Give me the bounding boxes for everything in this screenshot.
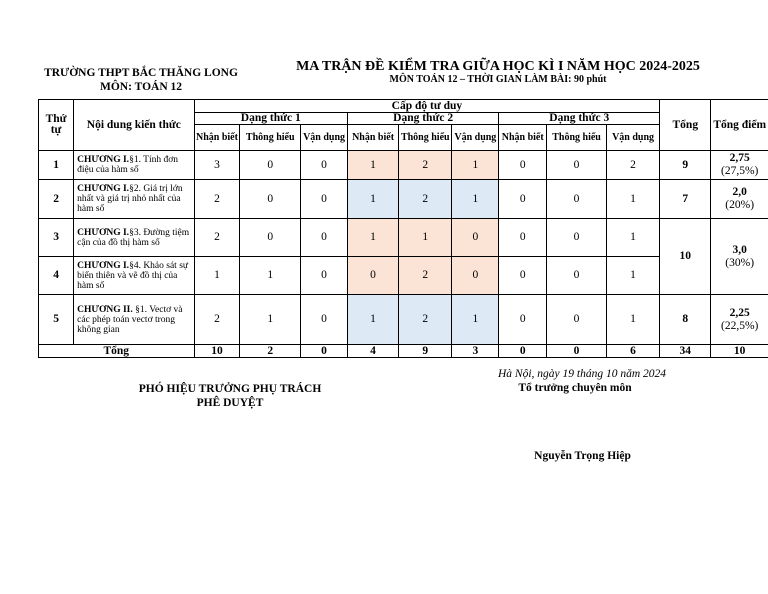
sub-header-nhan-biet: Nhận biết [194,125,240,151]
cell-value: 0 [301,151,348,180]
sum-value: 0 [547,345,607,358]
cell-value: 1 [606,180,659,219]
totals-label: Tổng [39,345,195,358]
cell-value: 0 [301,295,348,345]
cell-value: 1 [606,219,659,257]
topic-label: §1. Tính đơn điệu của hàm số [77,155,178,175]
row-score [711,219,768,295]
cell-value: 1 [399,219,452,257]
sub-header-van-dung: Vận dụng [301,125,348,151]
row-content [74,295,194,345]
cell-value: 3 [194,151,240,180]
cell-value: 1 [347,180,398,219]
topic-label: §3. Đường tiệm cận của đồ thị hàm số [77,227,190,248]
sub-header-nhan-biet: Nhận biết [499,125,547,151]
cell-value: 0 [499,180,547,219]
col-header-stt: Thứ tự [39,100,74,151]
cell-value: 0 [347,257,398,295]
cell-value: 1 [606,257,659,295]
cell-value: 1 [240,257,301,295]
row-stt: 1 [39,151,74,180]
chapter-label: CHƯƠNG I. [77,260,130,271]
sub-header-van-dung: Vận dụng [452,125,499,151]
row-stt: 4 [39,257,74,295]
sub-header-thong-hieu: Thông hiểu [240,125,301,151]
sub-header-nhan-biet: Nhận biết [347,125,398,151]
cell-value: 2 [194,295,240,345]
table-row [39,257,768,295]
cell-value: 1 [452,180,499,219]
table-row [39,180,768,219]
cell-value: 1 [452,295,499,345]
score-value: 2,25 [729,306,750,319]
cell-value: 0 [240,180,301,219]
cell-value: 0 [240,151,301,180]
chapter-label: CHƯƠNG II. [77,304,133,315]
score-value: 2,0 [732,186,747,198]
row-content [74,180,194,219]
vice-principal-title: PHÓ HIỆU TRƯỞNG PHỤ TRÁCH [138,383,322,395]
score-value: 3,0 [732,243,747,256]
cell-value: 0 [547,219,607,257]
row-content [74,151,194,180]
cell-value: 2 [194,180,240,219]
cell-value: 0 [499,219,547,257]
cell-value: 2 [399,151,452,180]
cell-value: 0 [499,257,547,295]
cell-value: 0 [547,257,607,295]
cell-value: 2 [606,151,659,180]
cell-value: 0 [301,180,348,219]
col-header-level: Cấp độ tư duy [194,100,660,113]
exam-matrix-table [38,99,768,358]
row-total: 10 [660,219,711,295]
score-value: 2,75 [729,152,750,164]
row-content [74,257,194,295]
row-content [74,219,194,257]
topic-label: §1. Vectơ và các phép toán vectơ trong không gian [77,304,183,335]
group-header-2: Dạng thức 2 [347,113,498,125]
row-score [711,295,768,345]
cell-value: 0 [240,219,301,257]
cell-value: 1 [240,295,301,345]
score-percent: (20%) [725,199,755,211]
col-header-content: Nội dung kiến thức [74,100,194,151]
vice-principal-signature-block [120,382,340,410]
row-total: 9 [660,151,711,180]
cell-value: 2 [194,219,240,257]
sum-value: 10 [194,345,240,358]
cell-value: 1 [194,257,240,295]
sum-value: 34 [660,345,711,358]
cell-value: 1 [606,295,659,345]
head-of-department-name: Nguyễn Trọng Hiệp [534,450,631,462]
cell-value: 1 [347,219,398,257]
cell-value: 0 [499,151,547,180]
col-header-total: Tổng [660,100,711,151]
document-title: MA TRẬN ĐỀ KIỂM TRA GIỮA HỌC KÌ I NĂM HỌC 2024-2025 [296,59,700,74]
cell-value: 2 [399,295,452,345]
cell-value: 1 [347,151,398,180]
table-row [39,151,768,180]
row-stt: 2 [39,180,74,219]
place-date: Hà Nội, ngày 19 tháng 10 năm 2024 [498,368,667,380]
topic-label: §2. Giá trị lớn nhất và giá trị nhỏ nhất của hàm số [77,184,183,214]
cell-value: 2 [399,180,452,219]
cell-value: 0 [452,257,499,295]
col-header-score: Tổng điểm [711,100,768,151]
sub-header-thong-hieu: Thông hiểu [547,125,607,151]
row-stt: 5 [39,295,74,345]
cell-value: 1 [452,151,499,180]
row-stt: 3 [39,219,74,257]
sum-value: 9 [399,345,452,358]
cell-value: 0 [301,257,348,295]
totals-row [39,345,768,358]
group-header-1: Dạng thức 1 [194,113,347,125]
cell-value: 0 [452,219,499,257]
sum-value: 10 [711,345,768,358]
row-score [711,151,768,180]
sum-value: 0 [499,345,547,358]
table-row [39,295,768,345]
chapter-label: CHƯƠNG I. [77,227,130,238]
sum-value: 0 [301,345,348,358]
cell-value: 0 [547,180,607,219]
sub-header-thong-hieu: Thông hiểu [399,125,452,151]
score-percent: (30%) [725,256,755,269]
score-percent: (27,5%) [720,165,759,177]
cell-value: 1 [347,295,398,345]
document-subtitle: MÔN TOÁN 12 – THỜI GIAN LÀM BÀI: 90 phút [389,74,607,85]
head-of-department-title: Tổ trưởng chuyên môn [518,382,632,394]
cell-value: 0 [547,151,607,180]
cell-value: 0 [301,219,348,257]
sum-value: 6 [606,345,659,358]
chapter-label: CHƯƠNG I. [77,184,130,194]
group-header-3: Dạng thức 3 [499,113,660,125]
cell-value: 0 [499,295,547,345]
cell-value: 2 [399,257,452,295]
sum-value: 2 [240,345,301,358]
sub-header-van-dung: Vận dụng [606,125,659,151]
school-name: TRƯỜNG THPT BẮC THĂNG LONG [44,67,238,79]
row-total: 7 [660,180,711,219]
subject-name: MÔN: TOÁN 12 [100,81,182,93]
row-score [711,180,768,219]
topic-label: §4. Khảo sát sự biến thiên và vẽ đồ thị của hàm số [77,260,189,291]
score-percent: (22,5%) [720,319,759,332]
row-total: 8 [660,295,711,345]
chapter-label: CHƯƠNG I. [77,155,130,165]
table-row [39,219,768,257]
approval-label: PHÊ DUYỆT [196,397,264,409]
cell-value: 0 [547,295,607,345]
sum-value: 4 [347,345,398,358]
sum-value: 3 [452,345,499,358]
school-header [36,66,246,94]
